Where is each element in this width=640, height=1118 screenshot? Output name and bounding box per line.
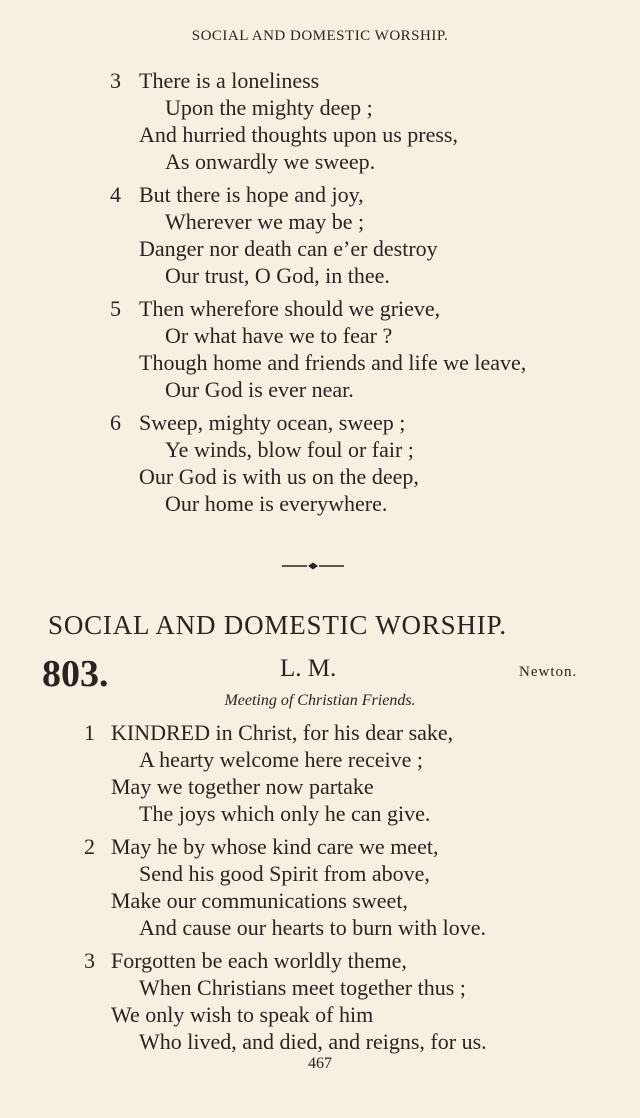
verse-line: Our God is with us on the deep, — [139, 464, 419, 489]
verse-number: 3 — [84, 948, 95, 973]
hymn-meter: L. M. — [280, 655, 337, 682]
verse-line: As onwardly we sweep. — [165, 149, 376, 174]
verse-line: Danger nor death can e’er destroy — [139, 236, 438, 261]
verse-line: And hurried thoughts upon us press, — [139, 122, 458, 147]
verse-line: But there is hope and joy, — [139, 182, 364, 207]
verse-line: And cause our hearts to burn with love. — [139, 915, 487, 940]
section-title: SOCIAL AND DOMESTIC WORSHIP. — [48, 610, 507, 640]
page-number: 467 — [308, 1055, 332, 1072]
hymn-subtitle: Meeting of Christian Friends. — [224, 692, 416, 709]
verse-line: There is a loneliness — [139, 68, 320, 93]
verse-line: KINDRED in Christ, for his dear sake, — [111, 720, 454, 745]
verse-line: Though home and friends and life we leave, — [139, 350, 527, 375]
verse-line: Our God is ever near. — [165, 377, 354, 402]
hymn-number: 803. — [42, 653, 109, 695]
verse-line: May we together now partake — [111, 774, 374, 799]
verse-number: 4 — [110, 182, 121, 207]
verse-line: Or what have we to fear ? — [165, 323, 393, 348]
verse-line: A hearty welcome here receive ; — [139, 747, 424, 772]
verse-number: 6 — [110, 410, 121, 435]
verse-line: Who lived, and died, and reigns, for us. — [139, 1029, 487, 1054]
verse-number: 3 — [110, 68, 121, 93]
verse-line: Sweep, mighty ocean, sweep ; — [139, 410, 406, 435]
verse-line: Our trust, O God, in thee. — [165, 263, 390, 288]
verse-line: Then wherefore should we grieve, — [139, 296, 441, 321]
verse-line: Our home is everywhere. — [165, 491, 388, 516]
running-head: SOCIAL AND DOMESTIC WORSHIP. — [191, 28, 449, 44]
verse-line: Ye winds, blow foul or fair ; — [165, 437, 414, 462]
verse-number: 5 — [110, 296, 121, 321]
verse-number: 2 — [84, 834, 95, 859]
verse-line: Make our communications sweet, — [111, 888, 408, 913]
verse-line: When Christians meet together thus ; — [139, 975, 466, 1000]
verse-line: The joys which only he can give. — [139, 801, 431, 826]
ornament-divider — [282, 561, 344, 571]
tune-name: Newton. — [519, 664, 578, 680]
verse-line: Send his good Spirit from above, — [139, 861, 430, 886]
verse-line: Forgotten be each worldly theme, — [111, 948, 407, 973]
verse-line: Wherever we may be ; — [165, 209, 365, 234]
verse-line: We only wish to speak of him — [111, 1002, 374, 1027]
verse-line: Upon the mighty deep ; — [165, 95, 373, 120]
verse-number: 1 — [84, 720, 95, 745]
verse-line: May he by whose kind care we meet, — [111, 834, 439, 859]
